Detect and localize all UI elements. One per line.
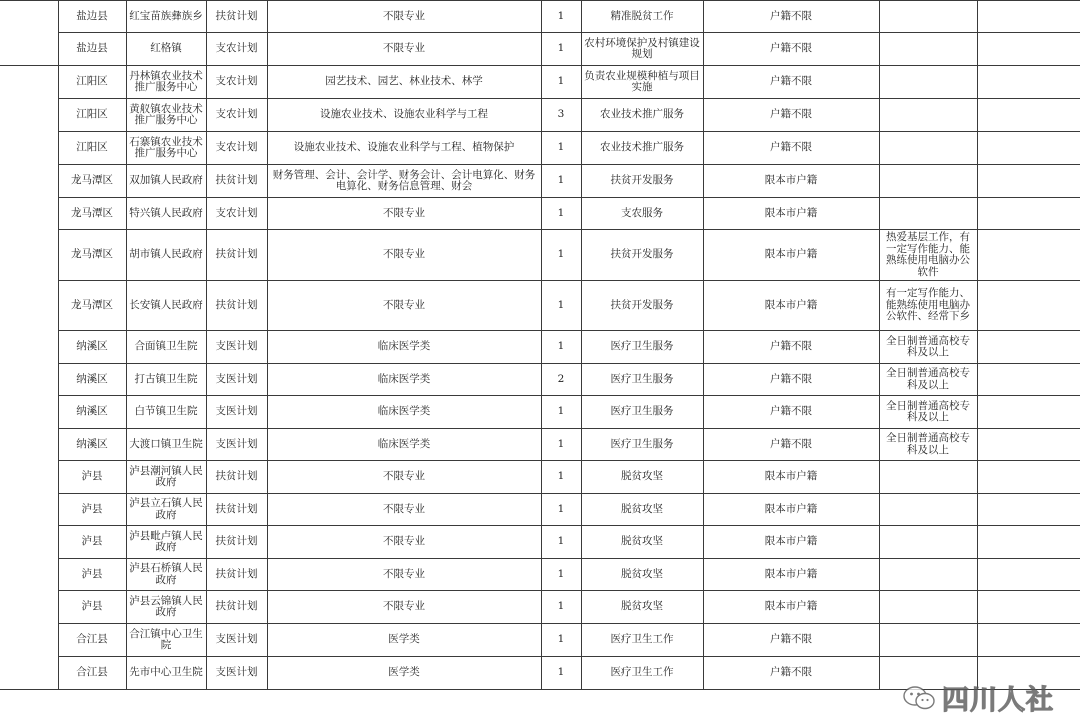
table-row: [0, 165, 1080, 198]
cell-household: 户籍不限: [703, 99, 879, 132]
cell-unit: 红宝苗族彝族乡: [126, 1, 206, 33]
cell-other: [879, 461, 977, 494]
cell-plan: 支农计划: [206, 99, 267, 132]
cell-other: 全日制普通高校专科及以上: [879, 429, 977, 461]
cell-county: 纳溪区: [58, 331, 126, 364]
cell-major: 园艺技术、园艺、林业技术、林学: [267, 66, 541, 99]
cell-unit: 白节镇卫生院: [126, 396, 206, 429]
cell-major: 不限专业: [267, 591, 541, 624]
cell-plan: 扶贫计划: [206, 559, 267, 591]
table-row: [0, 132, 1080, 165]
table-row: [0, 198, 1080, 230]
cell-plan: 支医计划: [206, 396, 267, 429]
cell-other: [879, 559, 977, 591]
cell-job: 医疗卫生工作: [581, 657, 703, 690]
cell-county: 泸县: [58, 591, 126, 624]
cell-unit: 泸县石桥镇人民政府: [126, 559, 206, 591]
cell-unit: 丹林镇农业技术推广服务中心: [126, 66, 206, 99]
cell-household: 限本市户籍: [703, 461, 879, 494]
cell-major: 不限专业: [267, 198, 541, 230]
cell-major: 不限专业: [267, 281, 541, 331]
cell-count: 1: [541, 165, 581, 198]
cell-household: 户籍不限: [703, 429, 879, 461]
cell-job: 扶贫开发服务: [581, 165, 703, 198]
table-row: [0, 331, 1080, 364]
cell-job: 精准脱贫工作: [581, 1, 703, 33]
cell-county: 龙马潭区: [58, 281, 126, 331]
table-row: [0, 66, 1080, 99]
cell-unit: 大渡口镇卫生院: [126, 429, 206, 461]
cell-county: 泸县: [58, 526, 126, 559]
cell-plan: 扶贫计划: [206, 494, 267, 526]
cell-extra: [977, 591, 1080, 624]
table-row: [0, 230, 1080, 281]
cell-count: 1: [541, 624, 581, 657]
cell-job: 脱贫攻坚: [581, 461, 703, 494]
table-row: [0, 99, 1080, 132]
cell-household: 限本市户籍: [703, 281, 879, 331]
cell-household: 户籍不限: [703, 33, 879, 66]
cell-major: 不限专业: [267, 1, 541, 33]
cell-major: 不限专业: [267, 230, 541, 281]
cell-county: 泸县: [58, 559, 126, 591]
cell-unit: 长安镇人民政府: [126, 281, 206, 331]
cell-plan: 扶贫计划: [206, 591, 267, 624]
cell-other: [879, 591, 977, 624]
cell-other: 全日制普通高校专科及以上: [879, 364, 977, 396]
table-row: [0, 494, 1080, 526]
table-body: [0, 1, 1080, 690]
cell-job: 医疗卫生工作: [581, 624, 703, 657]
cell-unit: 石寨镇农业技术推广服务中心: [126, 132, 206, 165]
table-row: [0, 559, 1080, 591]
cell-plan: 支医计划: [206, 429, 267, 461]
cell-unit: 合江镇中心卫生院: [126, 624, 206, 657]
cell-unit: 泸县立石镇人民政府: [126, 494, 206, 526]
cell-plan: 支医计划: [206, 657, 267, 690]
cell-job: 脱贫攻坚: [581, 559, 703, 591]
cell-unit: 泸县潮河镇人民政府: [126, 461, 206, 494]
cell-count: 1: [541, 132, 581, 165]
cell-job: 扶贫开发服务: [581, 281, 703, 331]
cell-count: 1: [541, 461, 581, 494]
cell-job: 扶贫开发服务: [581, 230, 703, 281]
cell-count: 1: [541, 33, 581, 66]
cell-household: 户籍不限: [703, 331, 879, 364]
cell-unit: 先市中心卫生院: [126, 657, 206, 690]
cell-count: 1: [541, 331, 581, 364]
cell-household: 户籍不限: [703, 66, 879, 99]
cell-county: 龙马潭区: [58, 165, 126, 198]
cell-unit: 特兴镇人民政府: [126, 198, 206, 230]
cell-count: 1: [541, 281, 581, 331]
cell-extra: [977, 494, 1080, 526]
cell-plan: 扶贫计划: [206, 165, 267, 198]
cell-other: 全日制普通高校专科及以上: [879, 331, 977, 364]
cell-household: 限本市户籍: [703, 526, 879, 559]
cell-other: [879, 624, 977, 657]
cell-county: 盐边县: [58, 1, 126, 33]
cell-county: 龙马潭区: [58, 198, 126, 230]
cell-job: 医疗卫生服务: [581, 429, 703, 461]
cell-county: 盐边县: [58, 33, 126, 66]
cell-extra: [977, 230, 1080, 281]
cell-job: 脱贫攻坚: [581, 494, 703, 526]
watermark: [902, 678, 1054, 717]
cell-county: 泸县: [58, 461, 126, 494]
cell-plan: 扶贫计划: [206, 281, 267, 331]
cell-household: 户籍不限: [703, 364, 879, 396]
cell-other: 有一定写作能力、能熟练使用电脑办公软件、经常下乡: [879, 281, 977, 331]
cell-count: 1: [541, 230, 581, 281]
cell-major: 不限专业: [267, 33, 541, 66]
table-row: [0, 591, 1080, 624]
cell-extra: [977, 165, 1080, 198]
cell-extra: [977, 1, 1080, 33]
cell-count: 2: [541, 364, 581, 396]
cell-unit: 双加镇人民政府: [126, 165, 206, 198]
cell-extra: [977, 99, 1080, 132]
cell-other: [879, 494, 977, 526]
cell-plan: 支农计划: [206, 198, 267, 230]
cell-household: 户籍不限: [703, 132, 879, 165]
cell-plan: 支医计划: [206, 624, 267, 657]
table-row: [0, 1, 1080, 33]
cell-unit: 合面镇卫生院: [126, 331, 206, 364]
cell-count: 1: [541, 526, 581, 559]
cell-major: 医学类: [267, 624, 541, 657]
cell-other: [879, 33, 977, 66]
cell-other: 热爱基层工作，有一定写作能力、能熟练使用电脑办公软件: [879, 230, 977, 281]
table-row: [0, 429, 1080, 461]
cell-household: 户籍不限: [703, 624, 879, 657]
cell-extra: [977, 198, 1080, 230]
cell-unit: 红格镇: [126, 33, 206, 66]
cell-plan: 扶贫计划: [206, 526, 267, 559]
cell-household: 限本市户籍: [703, 198, 879, 230]
cell-extra: [977, 461, 1080, 494]
cell-extra: [977, 364, 1080, 396]
cell-plan: 扶贫计划: [206, 461, 267, 494]
cell-county: 合江县: [58, 624, 126, 657]
cell-extra: [977, 559, 1080, 591]
cell-plan: 支医计划: [206, 364, 267, 396]
cell-other: [879, 526, 977, 559]
cell-county: 纳溪区: [58, 429, 126, 461]
cell-job: 医疗卫生服务: [581, 331, 703, 364]
cell-plan: 支农计划: [206, 66, 267, 99]
cell-job: 脱贫攻坚: [581, 591, 703, 624]
cell-extra: [977, 331, 1080, 364]
cell-household: 限本市户籍: [703, 591, 879, 624]
cell-job: 支农服务: [581, 198, 703, 230]
cell-extra: [977, 281, 1080, 331]
cell-unit: 泸县云锦镇人民政府: [126, 591, 206, 624]
cell-household: 限本市户籍: [703, 494, 879, 526]
cell-extra: [977, 66, 1080, 99]
table-row: [0, 364, 1080, 396]
cell-count: 1: [541, 396, 581, 429]
cell-count: 1: [541, 198, 581, 230]
cell-job: 医疗卫生服务: [581, 396, 703, 429]
cell-count: 1: [541, 1, 581, 33]
cell-other: [879, 165, 977, 198]
cell-major: 医学类: [267, 657, 541, 690]
cell-plan: 支农计划: [206, 132, 267, 165]
cell-county: 龙马潭区: [58, 230, 126, 281]
cell-job: 负责农业规模种植与项目实施: [581, 66, 703, 99]
cell-major: 临床医学类: [267, 396, 541, 429]
cell-job: 农村环境保护及村镇建设规划: [581, 33, 703, 66]
cell-county: 泸县: [58, 494, 126, 526]
cell-household: 户籍不限: [703, 396, 879, 429]
cell-unit: 打古镇卫生院: [126, 364, 206, 396]
cell-major: 不限专业: [267, 526, 541, 559]
cell-count: 1: [541, 429, 581, 461]
cell-extra: [977, 33, 1080, 66]
cell-major: 临床医学类: [267, 331, 541, 364]
cell-county: 江阳区: [58, 99, 126, 132]
cell-count: 1: [541, 66, 581, 99]
cell-job: 农业技术推广服务: [581, 132, 703, 165]
cell-plan: 扶贫计划: [206, 230, 267, 281]
cell-count: 3: [541, 99, 581, 132]
table-row: [0, 33, 1080, 66]
cell-county: 纳溪区: [58, 364, 126, 396]
cell-plan: 扶贫计划: [206, 1, 267, 33]
cell-household: 限本市户籍: [703, 230, 879, 281]
table-row: [0, 281, 1080, 331]
cell-other: [879, 99, 977, 132]
cell-major: 不限专业: [267, 494, 541, 526]
table-row: [0, 526, 1080, 559]
cell-household: 户籍不限: [703, 657, 879, 690]
cell-region-blank: [0, 66, 58, 690]
cell-plan: 支医计划: [206, 331, 267, 364]
cell-major: 设施农业技术、设施农业科学与工程、植物保护: [267, 132, 541, 165]
watermark-text: 四川人社: [942, 685, 1054, 716]
cell-county: 江阳区: [58, 66, 126, 99]
cell-household: 限本市户籍: [703, 559, 879, 591]
cell-extra: [977, 132, 1080, 165]
cell-other: [879, 198, 977, 230]
cell-extra: [977, 624, 1080, 657]
wechat-logo-icon: [902, 685, 936, 711]
cell-job: 脱贫攻坚: [581, 526, 703, 559]
cell-unit: 胡市镇人民政府: [126, 230, 206, 281]
cell-extra: [977, 396, 1080, 429]
cell-major: 财务管理、会计、会计学、财务会计、会计电算化、财务电算化、财务信息管理、财会: [267, 165, 541, 198]
cell-other: [879, 66, 977, 99]
cell-unit: 泸县毗卢镇人民政府: [126, 526, 206, 559]
cell-unit: 黄舣镇农业技术推广服务中心: [126, 99, 206, 132]
cell-count: 1: [541, 494, 581, 526]
cell-major: 不限专业: [267, 461, 541, 494]
cell-major: 设施农业技术、设施农业科学与工程: [267, 99, 541, 132]
cell-major: 临床医学类: [267, 429, 541, 461]
cell-other: [879, 132, 977, 165]
cell-job: 医疗卫生服务: [581, 364, 703, 396]
table-row: [0, 461, 1080, 494]
cell-count: 1: [541, 657, 581, 690]
cell-region-blank: [0, 1, 58, 66]
cell-extra: [977, 429, 1080, 461]
cell-other: [879, 1, 977, 33]
cell-job: 农业技术推广服务: [581, 99, 703, 132]
cell-household: 户籍不限: [703, 1, 879, 33]
cell-major: 临床医学类: [267, 364, 541, 396]
cell-county: 纳溪区: [58, 396, 126, 429]
cell-extra: [977, 526, 1080, 559]
cell-county: 江阳区: [58, 132, 126, 165]
cell-other: 全日制普通高校专科及以上: [879, 396, 977, 429]
cell-plan: 支农计划: [206, 33, 267, 66]
table-row: [0, 396, 1080, 429]
cell-county: 合江县: [58, 657, 126, 690]
cell-count: 1: [541, 591, 581, 624]
cell-household: 限本市户籍: [703, 165, 879, 198]
cell-count: 1: [541, 559, 581, 591]
table-row: [0, 624, 1080, 657]
cell-major: 不限专业: [267, 559, 541, 591]
